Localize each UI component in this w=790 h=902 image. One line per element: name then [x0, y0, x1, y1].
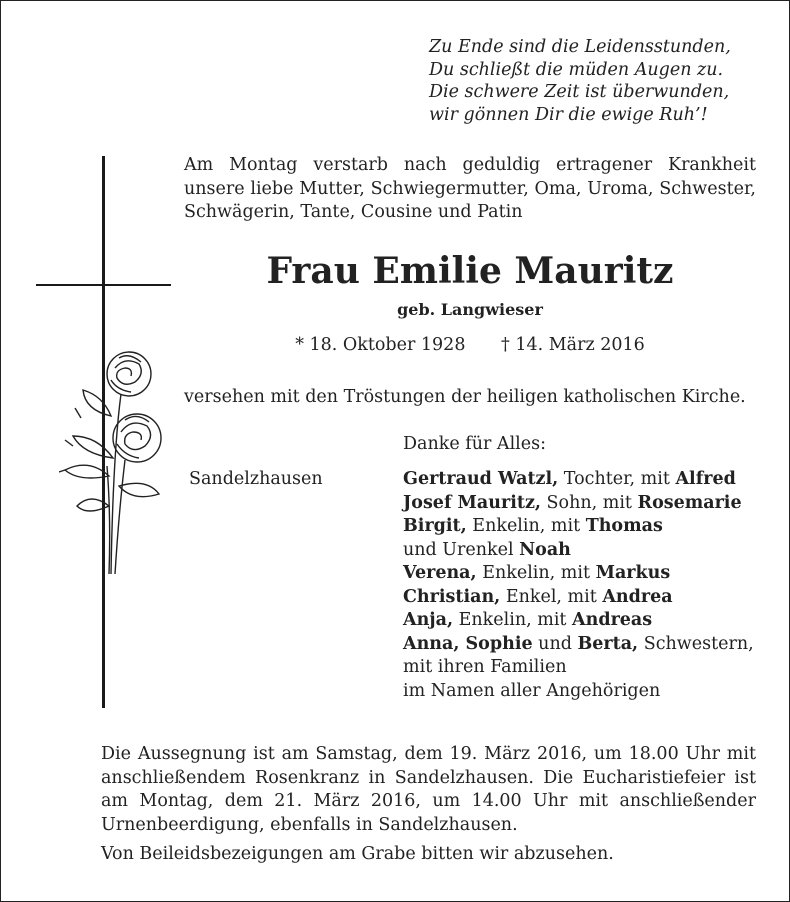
birth-date: * 18. Oktober 1928 [295, 335, 466, 355]
cross-bar [36, 284, 171, 286]
intro-text: Am Montag verstarb nach geduldig ertragener Krankheit unsere liebe Mutter, Schwiegermutter, Oma, Uroma, Schwester, Schwägerin, Tante, Cousine und Patin [184, 155, 756, 222]
poem-line: Die schwere Zeit ist überwunden, [429, 82, 730, 102]
closing-text: Von Beileidsbezeigungen am Grabe bitten wir abzusehen. [101, 844, 614, 864]
family-line: Birgit, Enkelin, mit Thomas [403, 516, 663, 536]
roses-icon [59, 346, 171, 586]
place-name: Sandelzhausen [189, 469, 323, 489]
family-line: Verena, Enkelin, mit Markus [403, 563, 671, 583]
family-line: Josef Mauritz, Sohn, mit Rosemarie [403, 492, 742, 513]
family-line: Anja, Enkelin, mit Andreas [403, 610, 653, 630]
poem-line: wir gönnen Dir die ewige Ruh’! [429, 104, 708, 125]
family-list [403, 468, 763, 703]
death-date: † 14. März 2016 [501, 335, 645, 355]
family-line: mit ihren Familien [403, 657, 567, 677]
family-line: Anna, Sophie und Berta, Schwestern, [403, 633, 754, 654]
deceased-name: Frau Emilie Mauritz [266, 250, 674, 292]
thanks-heading: Danke für Alles: [403, 434, 546, 454]
family-line: Gertraud Watzl, Tochter, mit Alfred [403, 469, 736, 489]
poem [429, 36, 769, 126]
life-dates [184, 334, 756, 356]
service-info: Die Aussegnung ist am Samstag, dem 19. März 2016, um 18.00 Uhr mit anschließendem Rosenkranz in Sandelzhausen. Die Eucharistiefeier ist am Montag, dem 21. März 2016, um 14.00 Uhr mit anschließender Urnenbeerdigung, ebenfalls in Sandelzhausen. [101, 744, 756, 835]
family-line: und Urenkel Noah [403, 539, 571, 560]
poem-line: Du schließt die müden Augen zu. [429, 59, 724, 80]
poem-line: Zu Ende sind die Leidensstunden, [429, 37, 731, 57]
birth-name: geb. Langwieser [397, 300, 543, 319]
sacraments-text: versehen mit den Tröstungen der heiligen katholischen Kirche. [184, 387, 746, 407]
family-line: im Namen aller Angehörigen [403, 680, 661, 701]
family-line: Christian, Enkel, mit Andrea [403, 586, 673, 607]
